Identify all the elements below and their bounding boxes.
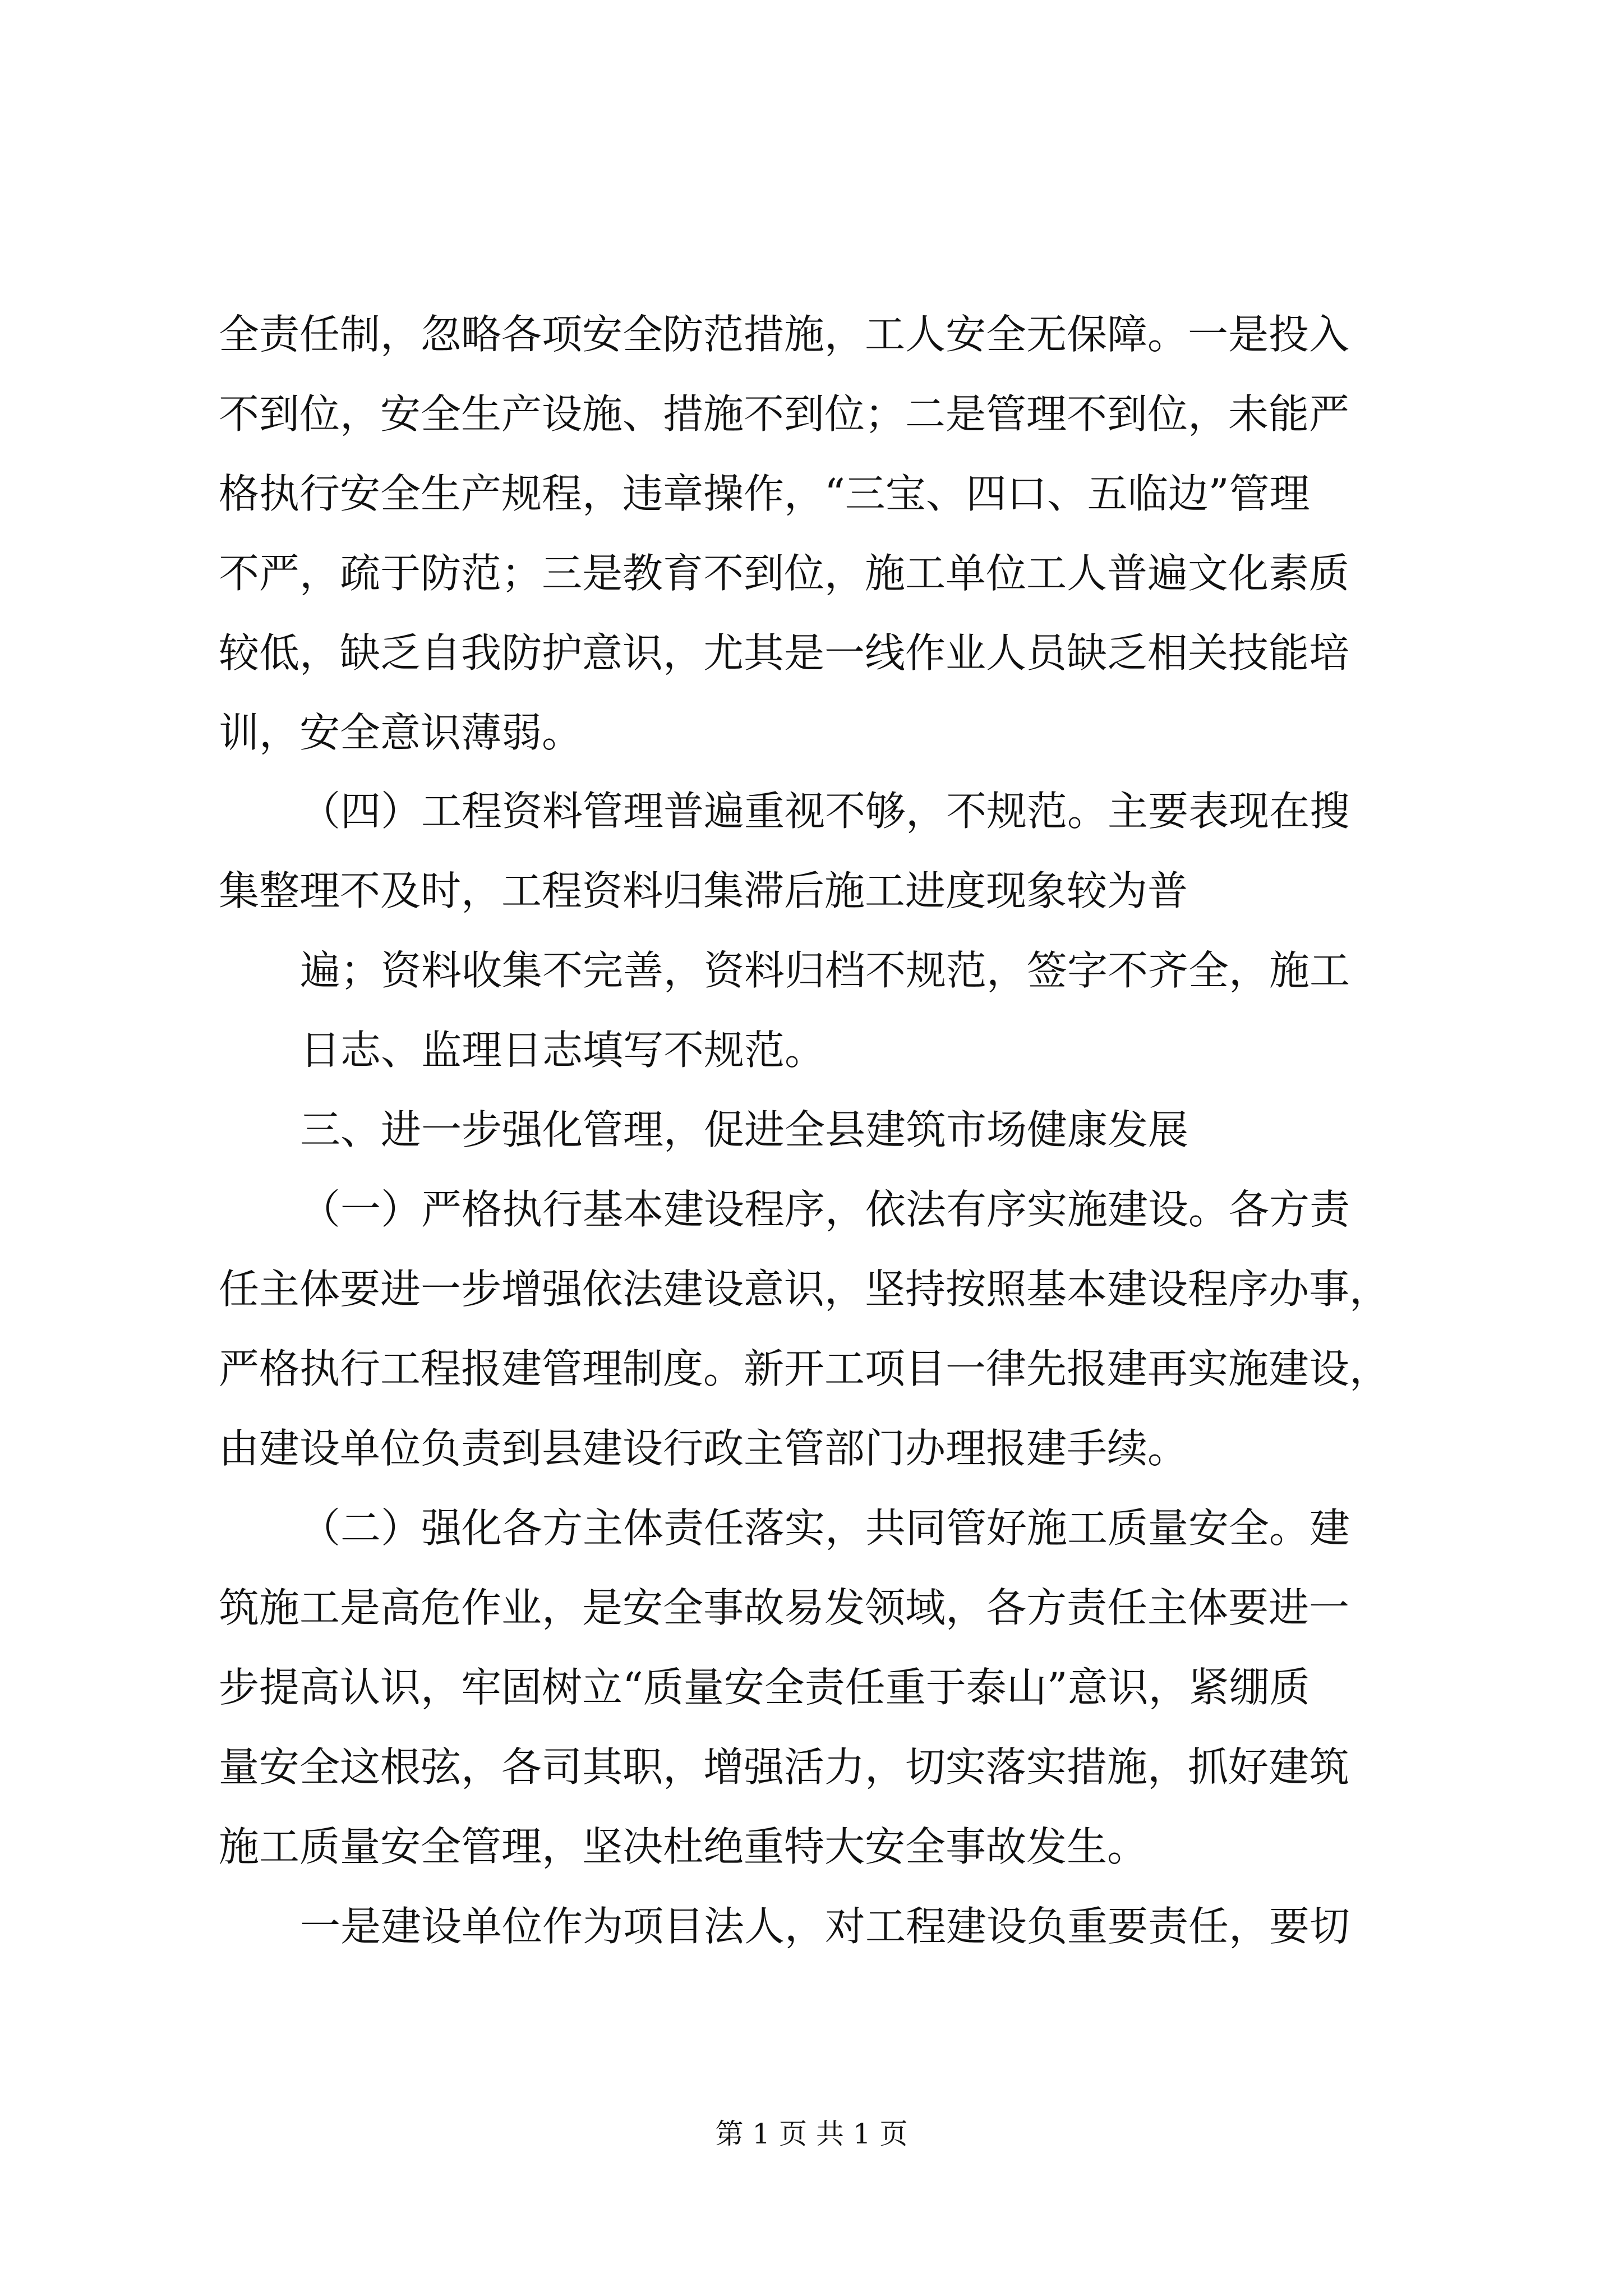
text-line: 遍；资料收集不完善，资料归档不规范，签字不齐全，施工 — [300, 947, 1350, 994]
text-line: （二）强化各方主体责任落实，共同管好施工质量安全。建 — [300, 1504, 1350, 1552]
text-line: 由建设单位负责到县建设行政主管部门办理报建手续。 — [219, 1425, 1188, 1472]
text-line: （四）工程资料管理普遍重视不够，不规范。主要表现在搜 — [300, 788, 1350, 835]
text-line: 量安全这根弦，各司其职，增强活力，切实落实措施，抓好建筑 — [219, 1743, 1350, 1791]
text-line: 不到位，安全生产设施、措施不到位；二是管理不到位，未能严 — [219, 390, 1350, 438]
text-line: 集整理不及时，工程资料归集滞后施工进度现象较为普 — [219, 867, 1188, 914]
text-line: 一是建设单位作为项目法人，对工程建设负重要责任，要切 — [300, 1903, 1350, 1950]
text-line: 格执行安全生产规程，违章操作，“三宝、四口、五临边”管理 — [219, 470, 1310, 517]
page-footer: 第 1 页 共 1 页 — [715, 2118, 908, 2150]
text-line: 步提高认识，牢固树立“质量安全责任重于泰山”意识，紧绷质 — [219, 1664, 1310, 1711]
text-line: （一）严格执行基本建设程序，依法有序实施建设。各方责 — [300, 1186, 1350, 1233]
text-line: 全责任制，忽略各项安全防范措施，工人安全无保障。一是投入 — [219, 311, 1350, 358]
section-heading: 三、进一步强化管理，促进全县建筑市场健康发展 — [300, 1106, 1189, 1153]
text-line: 施工质量安全管理，坚决杜绝重特大安全事故发生。 — [219, 1823, 1148, 1870]
text-line: 严格执行工程报建管理制度。新开工项目一律先报建再实施建设， — [219, 1345, 1390, 1392]
text-line: 筑施工是高危作业，是安全事故易发领域，各方责任主体要进一 — [219, 1584, 1350, 1631]
text-line: 日志、监理日志填写不规范。 — [300, 1027, 826, 1074]
text-line: 较低，缺乏自我防护意识，尤其是一线作业人员缺乏相关技能培 — [219, 629, 1350, 677]
text-line: 训，安全意识薄弱。 — [219, 709, 583, 756]
text-line: 任主体要进一步增强依法建设意识，坚持按照基本建设程序办事， — [219, 1266, 1390, 1313]
text-line: 不严，疏于防范；三是教育不到位，施工单位工人普遍文化素质 — [219, 550, 1350, 597]
